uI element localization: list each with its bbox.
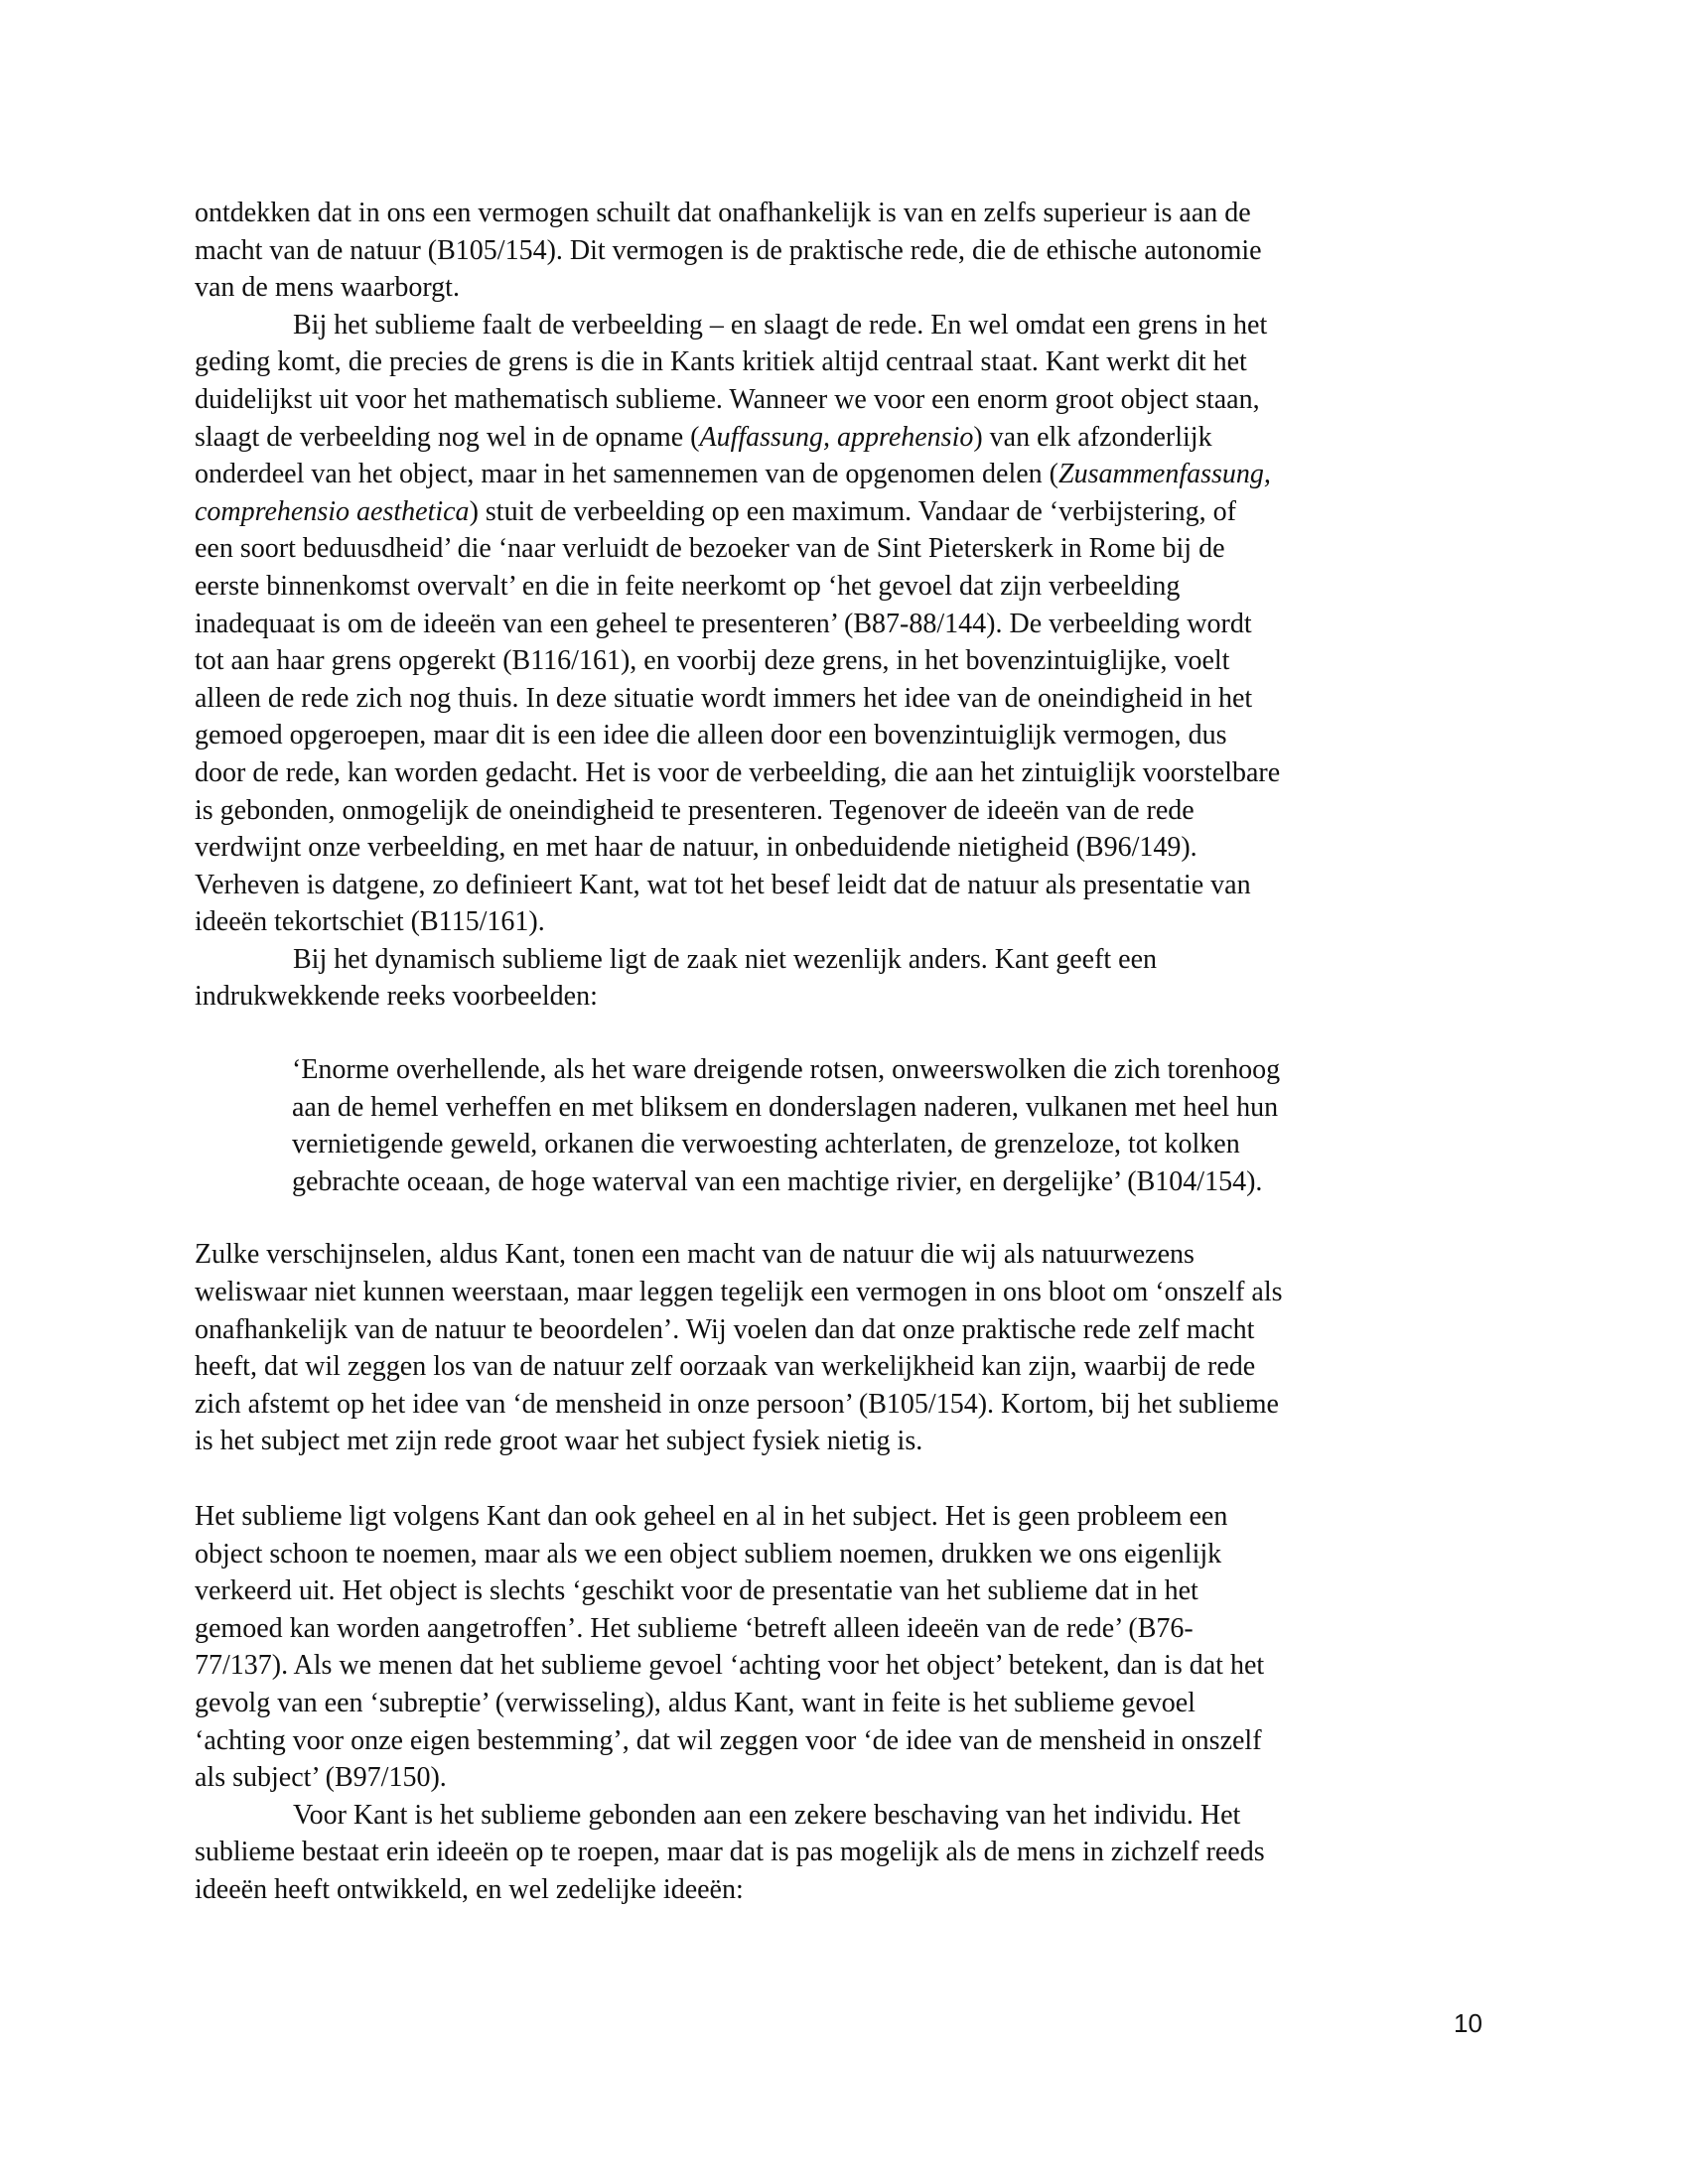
text-line: Bij het sublieme faalt de verbeelding – en slaagt de rede. En wel omdat een grens in het bbox=[293, 309, 1268, 341]
text-line: eerste binnenkomst overvalt’ en die in feite neerkomt op ‘het gevoel dat zijn verbeelding bbox=[195, 570, 1181, 602]
italic-term: Zusammenfassung, bbox=[1058, 459, 1271, 490]
text-line: macht van de natuur (B105/154). Dit vermogen is de praktische rede, die de ethische autonomie bbox=[195, 234, 1262, 266]
italic-term: comprehensio aesthetica bbox=[195, 495, 470, 527]
text-line: ideeën tekortschiet (B115/161). bbox=[195, 906, 545, 938]
text-run: onderdeel van het object, maar in het samennemen van de opgenomen delen ( bbox=[195, 459, 1058, 490]
text-line: van de mens waarborgt. bbox=[195, 272, 460, 304]
text-line: als subject’ (B97/150). bbox=[195, 1762, 447, 1794]
spacer bbox=[195, 1016, 1495, 1051]
text-line: duidelijkst uit voor het mathematisch sublieme. Wanneer we voor een enorm groot object staan, bbox=[195, 383, 1260, 415]
text-line: heeft, dat wil zeggen los van de natuur zelf oorzaak van werkelijkheid kan zijn, waarbij de rede bbox=[195, 1351, 1256, 1383]
quote-line: ‘Enorme overhellende, als het ware dreigende rotsen, onweerswolken die zich torenhoog bbox=[292, 1054, 1281, 1086]
text-line: alleen de rede zich nog thuis. In deze situatie wordt immers het idee van de oneindigheid in het bbox=[195, 682, 1253, 714]
text-line: sublieme bestaat erin ideeën op te roepen, maar dat is pas mogelijk als de mens in zichzelf reeds bbox=[195, 1837, 1265, 1868]
text-line: ideeën heeft ontwikkeld, en wel zedelijke ideeën: bbox=[195, 1873, 744, 1905]
text-line: Zulke verschijnselen, aldus Kant, tonen een macht van de natuur die wij als natuurwezens bbox=[195, 1239, 1195, 1271]
text-line: tot aan haar grens opgerekt (B116/161), en voorbij deze grens, in het bovenzintuiglijke, voelt bbox=[195, 645, 1230, 677]
italic-term: Auffassung, apprehensio bbox=[699, 421, 974, 453]
text-line: indrukwekkende reeks voorbeelden: bbox=[195, 981, 598, 1013]
block-quote bbox=[195, 1051, 1495, 1200]
text-line: gemoed opgeroepen, maar dit is een idee die alleen door een bovenzintuiglijk vermogen, dus bbox=[195, 720, 1227, 751]
text-line: object schoon te noemen, maar als we een object subliem noemen, drukken we ons eigenlijk bbox=[195, 1538, 1222, 1570]
paragraph-4 bbox=[195, 1236, 1495, 1460]
text-line: zich afstemt op het idee van ‘de mensheid in onze persoon’ (B105/154). Kortom, bij het sublieme bbox=[195, 1388, 1279, 1420]
text-line: Bij het dynamisch sublieme ligt de zaak niet wezenlijk anders. Kant geeft een bbox=[293, 943, 1158, 975]
text-line bbox=[195, 493, 1495, 531]
text-line: Voor Kant is het sublieme gebonden aan een zekere beschaving van het individu. Het bbox=[293, 1799, 1241, 1831]
spacer bbox=[195, 1460, 1495, 1498]
text-line: is gebonden, onmogelijk de oneindigheid te presenteren. Tegenover de ideeën van de rede bbox=[195, 794, 1195, 826]
paragraph-6 bbox=[195, 1797, 1495, 1909]
text-line: Het sublieme ligt volgens Kant dan ook geheel en al in het subject. Het is geen probleem een bbox=[195, 1501, 1228, 1532]
text-line bbox=[195, 419, 1495, 457]
text-run: slaagt de verbeelding nog wel in de opname ( bbox=[195, 421, 700, 453]
text-line: geding komt, die precies de grens is die in Kants kritiek altijd centraal staat. Kant werkt dit het bbox=[195, 346, 1247, 378]
text-line: ontdekken dat in ons een vermogen schuilt dat onafhankelijk is van en zelfs superieur is aan de bbox=[195, 198, 1251, 228]
text-line: verkeerd uit. Het object is slechts ‘geschikt voor de presentatie van het sublieme dat in het bbox=[195, 1575, 1198, 1607]
text-run: ) van elk afzonderlijk bbox=[973, 421, 1212, 453]
text-line bbox=[195, 456, 1495, 493]
text-line: verdwijnt onze verbeelding, en met haar de natuur, in onbeduidende nietigheid (B96/149). bbox=[195, 832, 1197, 864]
page-number: 10 bbox=[1454, 2008, 1482, 2038]
text-line: inadequaat is om de ideeën van een geheel te presenteren’ (B87-88/144). De verbeelding wordt bbox=[195, 608, 1252, 639]
text-line: ‘achting voor onze eigen bestemming’, dat wil zeggen voor ‘de idee van de mensheid in onszelf bbox=[195, 1724, 1262, 1756]
text-line: door de rede, kan worden gedacht. Het is voor de verbeelding, die aan het zintuiglijk voorstelbare bbox=[195, 756, 1281, 788]
text-line: 77/137). Als we menen dat het sublieme gevoel ‘achting voor het object’ betekent, dan is dat het bbox=[195, 1650, 1265, 1682]
quote-line: vernietigende geweld, orkanen die verwoesting achterlaten, de grenzeloze, tot kolken bbox=[292, 1129, 1240, 1160]
text-line: een soort beduusdheid’ die ‘naar verluidt de bezoeker van de Sint Pieterskerk in Rome bij de bbox=[195, 533, 1225, 565]
paragraph-2 bbox=[195, 307, 1495, 941]
text-line: weliswaar niet kunnen weerstaan, maar leggen tegelijk een vermogen in ons bloot om ‘onszelf als bbox=[195, 1277, 1283, 1308]
document-body bbox=[195, 195, 1495, 1909]
paragraph-5 bbox=[195, 1498, 1495, 1797]
paragraph-3 bbox=[195, 941, 1495, 1016]
text-line: onafhankelijk van de natuur te beoordelen’. Wij voelen dan dat onze praktische rede zelf macht bbox=[195, 1313, 1255, 1345]
text-run: ) stuit de verbeelding op een maximum. Vandaar de ‘verbijstering, of bbox=[469, 495, 1236, 527]
paragraph-1 bbox=[195, 195, 1495, 307]
quote-line: aan de hemel verheffen en met bliksem en donderslagen naderen, vulkanen met heel hun bbox=[292, 1091, 1279, 1123]
text-line: gemoed kan worden aangetroffen’. Het sublieme ‘betreft alleen ideeën van de rede’ (B76- bbox=[195, 1612, 1194, 1644]
quote-line: gebrachte oceaan, de hoge waterval van een machtige rivier, en dergelijke’ (B104/154). bbox=[292, 1165, 1263, 1197]
text-line: is het subject met zijn rede groot waar het subject fysiek nietig is. bbox=[195, 1426, 923, 1457]
text-line: gevolg van een ‘subreptie’ (verwisseling), aldus Kant, want in feite is het sublieme gevoel bbox=[195, 1687, 1196, 1718]
text-line: Verheven is datgene, zo definieert Kant, wat tot het besef leidt dat de natuur als presentatie van bbox=[195, 869, 1251, 900]
spacer bbox=[195, 1200, 1495, 1236]
